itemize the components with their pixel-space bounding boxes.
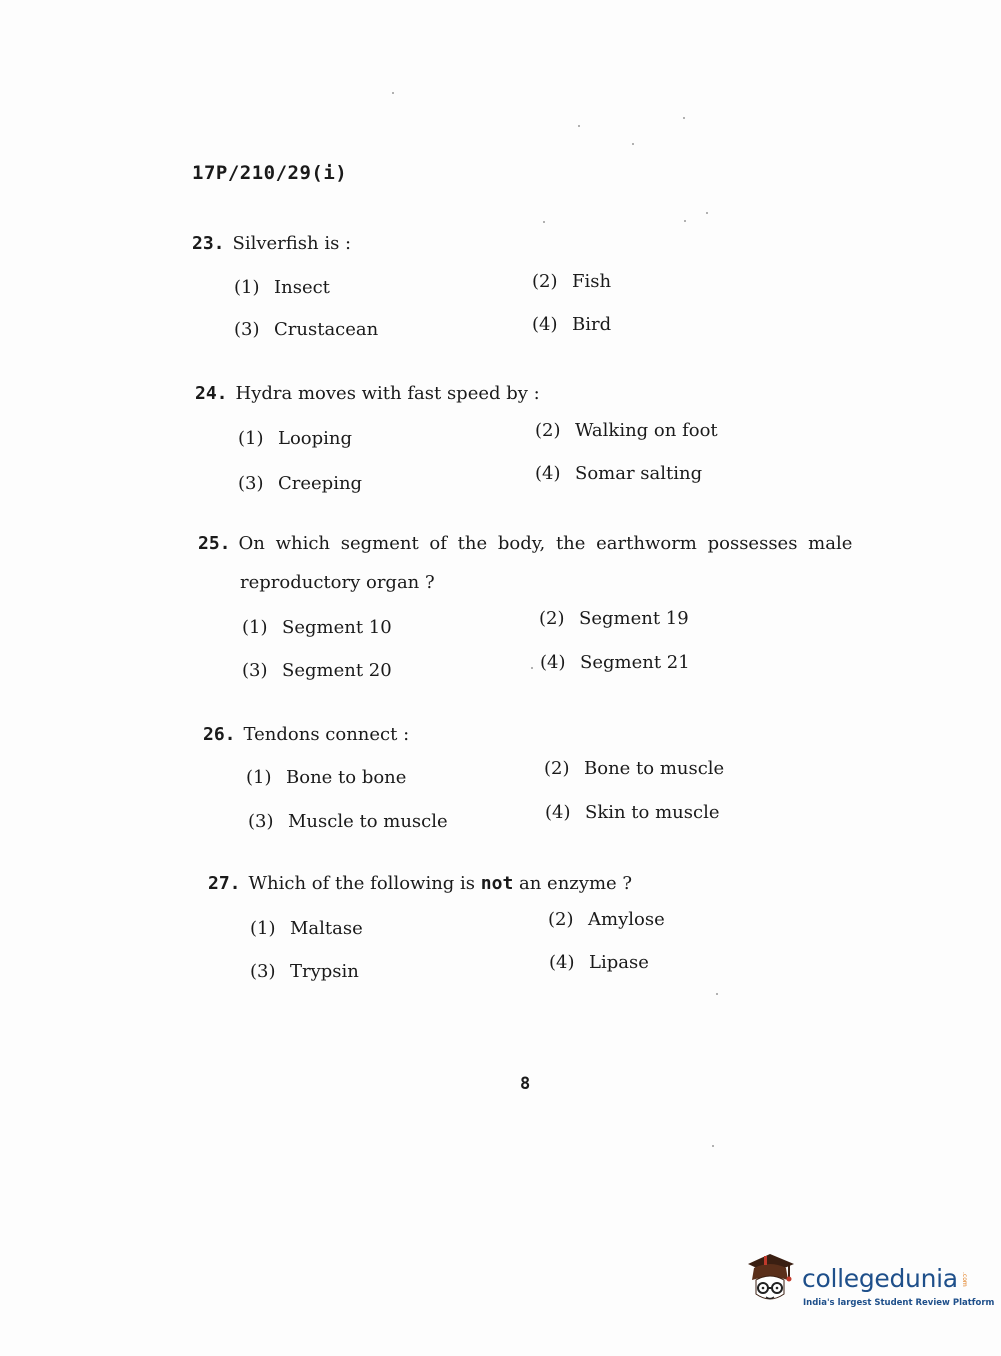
option-text: Walking on foot	[575, 420, 718, 441]
option-text: Skin to muscle	[585, 802, 720, 823]
option-2	[539, 608, 689, 629]
option-number: (2)	[544, 758, 570, 779]
option-1	[234, 277, 330, 298]
option-1	[238, 428, 352, 449]
question-stem	[203, 724, 409, 745]
scan-speck	[392, 92, 394, 94]
scan-speck	[531, 667, 533, 669]
scan-speck	[706, 212, 708, 214]
logo-tagline: India's largest Student Review Platform	[803, 1298, 995, 1308]
question-text-after: an enzyme ?	[519, 873, 633, 894]
scan-speck	[684, 220, 686, 222]
scan-speck	[578, 125, 580, 127]
option-text: Amylose	[588, 909, 665, 930]
page-number: 8	[520, 1074, 531, 1094]
option-4	[535, 463, 702, 484]
question-stem	[208, 873, 632, 894]
option-number: (1)	[234, 277, 260, 298]
option-text: Bird	[572, 314, 612, 335]
question-text: On which segment of the body, the earthworm possesses male	[238, 533, 853, 554]
option-text: Bone to bone	[286, 767, 407, 788]
option-number: (1)	[242, 617, 268, 638]
option-number: (4)	[545, 802, 571, 823]
option-number: (3)	[234, 319, 260, 340]
option-number: (1)	[250, 918, 276, 939]
question-number: 26.	[203, 724, 236, 745]
option-text: Fish	[572, 271, 612, 292]
option-4	[532, 314, 611, 335]
option-text: Segment 19	[579, 608, 689, 629]
option-text: Crustacean	[274, 319, 379, 340]
option-3	[248, 811, 448, 832]
question-text: Silverfish is :	[232, 233, 352, 254]
question-number: 27.	[208, 873, 241, 894]
option-number: (4)	[532, 314, 558, 335]
option-number: (3)	[238, 473, 264, 494]
option-number: (2)	[535, 420, 561, 441]
option-text: Lipase	[589, 952, 649, 973]
question-stem	[195, 383, 540, 404]
option-text: Trypsin	[290, 961, 359, 982]
scan-speck	[632, 143, 634, 145]
question-text: Tendons connect :	[243, 724, 410, 745]
option-3	[234, 319, 378, 340]
option-1	[250, 918, 363, 939]
option-number: (3)	[250, 961, 276, 982]
scan-speck	[712, 1145, 714, 1147]
question-number: 24.	[195, 383, 228, 404]
option-4	[540, 652, 690, 673]
option-4	[549, 952, 649, 973]
student-mascot-icon	[744, 1250, 800, 1310]
logo-domain-suffix: .com	[961, 1272, 968, 1287]
option-text: Bone to muscle	[584, 758, 725, 779]
option-text: Segment 10	[282, 617, 392, 638]
option-number: (4)	[549, 952, 575, 973]
option-1	[246, 767, 406, 788]
logo-wordmark: collegedunia	[802, 1264, 958, 1293]
scan-speck	[683, 117, 685, 119]
option-3	[242, 660, 392, 681]
option-4	[545, 802, 720, 823]
option-number: (4)	[535, 463, 561, 484]
question-number: 25.	[198, 533, 231, 554]
option-text: Looping	[278, 428, 353, 449]
option-text: Segment 21	[580, 652, 690, 673]
question-text-emphasis: not	[480, 873, 514, 894]
option-text: Maltase	[290, 918, 363, 939]
option-2	[548, 909, 665, 930]
question-text-line-2: reproductory organ ?	[240, 572, 435, 593]
option-text: Muscle to muscle	[288, 811, 448, 832]
question-text: Hydra moves with fast speed by :	[235, 383, 540, 404]
option-number: (2)	[539, 608, 565, 629]
question-stem	[198, 533, 852, 554]
option-1	[242, 617, 392, 638]
option-text: Segment 20	[282, 660, 392, 681]
option-number: (3)	[242, 660, 268, 681]
scan-speck	[543, 221, 545, 223]
option-number: (2)	[548, 909, 574, 930]
collegedunia-logo	[744, 1250, 995, 1320]
option-text: Somar salting	[575, 463, 703, 484]
option-number: (1)	[246, 767, 272, 788]
option-number: (3)	[248, 811, 274, 832]
option-3	[238, 473, 362, 494]
paper-code: 17P/210/29(i)	[192, 162, 348, 184]
option-number: (2)	[532, 271, 558, 292]
option-2	[532, 271, 611, 292]
question-stem	[192, 233, 351, 254]
question-text-before: Which of the following is	[248, 873, 476, 894]
option-number: (1)	[238, 428, 264, 449]
option-2	[535, 420, 718, 441]
option-text: Insect	[274, 277, 330, 298]
scan-speck	[716, 993, 718, 995]
option-2	[544, 758, 724, 779]
question-number: 23.	[192, 233, 225, 254]
option-text: Creeping	[278, 473, 363, 494]
option-number: (4)	[540, 652, 566, 673]
option-3	[250, 961, 359, 982]
